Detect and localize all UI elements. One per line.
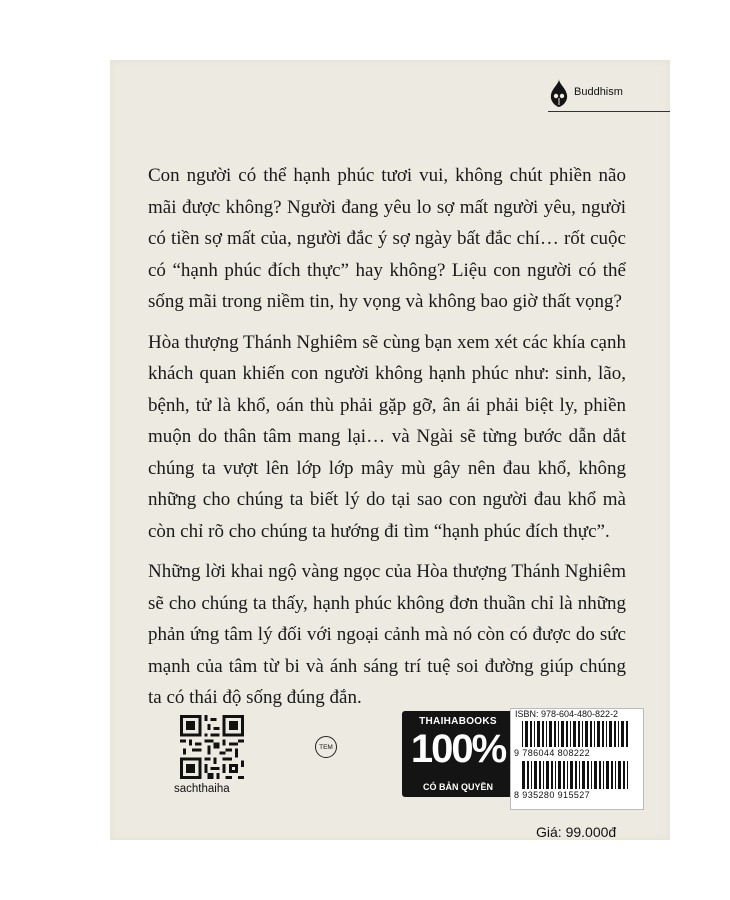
isbn-barcode-digits: 9 786044 808222 [514,748,591,758]
ean-barcode-digits: 8 935280 915527 [514,790,591,800]
badge-underline [548,111,670,112]
back-cover [110,60,670,840]
price-label: Giá: 99.000đ [536,824,617,840]
category-label: Buddhism [574,86,623,98]
isbn-label: ISBN: 978-604-480-822-2 [515,709,619,719]
blurb-paragraph-1: Con người có thể hạnh phúc tươi vui, không chút phiền não mãi được không? Người đang yêu lo sợ mất người yêu, người có tiền sợ mất của, người đắc ý sợ ngày bất đắc chí… rốt cuộc có “hạnh phúc đích thực” hay không? Liệu con người có thể sống mãi trong niềm tin, hy vọng và không bao giờ thất vọng? [148,165,626,312]
publisher-percent: 100% [410,727,506,771]
category-badge [548,78,623,108]
bodhi-leaf-icon [548,78,570,108]
publisher-brand: THAIHABOOKS [419,716,497,727]
barcode-icon [522,721,632,747]
qr-caption: sachthaiha [174,783,230,795]
blurb [148,160,626,723]
ean-barcode-icon [522,761,632,789]
tem-stamp: TEM [315,736,337,758]
publisher-copyright-note: CÓ BẢN QUYỀN [422,782,493,792]
qr-code-icon [180,715,244,779]
blurb-paragraph-2: Hòa thượng Thánh Nghiêm sẽ cùng bạn xem xét các khía cạnh khách quan khiến con người không hạnh phúc như: sinh, lão, bệnh, tử là khổ, oán thù phải gặp gỡ, ân ái phải biệt ly, phiền muộn do thân tâm mang lại… và Ngài sẽ từng bước dẫn dắt chúng ta vượt lên lớp lớp mây mù gây nên đau khổ, không những cho chúng ta biết lý do tại sao con người đau khổ mà còn chỉ rõ cho chúng ta hướng đi tìm “hạnh phúc đích thực”. [148,331,626,542]
publisher-copyright-badge [402,711,514,797]
blurb-paragraph-3: Những lời khai ngộ vàng ngọc của Hòa thượng Thánh Nghiêm sẽ cho chúng ta thấy, hạnh phúc không đơn thuần chỉ là những phản ứng tâm lý đối với ngoại cảnh mà nó còn có được do sức mạnh của tâm từ bi và ánh sáng trí tuệ soi đường giúp chúng ta có thái độ sống đúng đắn. [148,561,626,708]
